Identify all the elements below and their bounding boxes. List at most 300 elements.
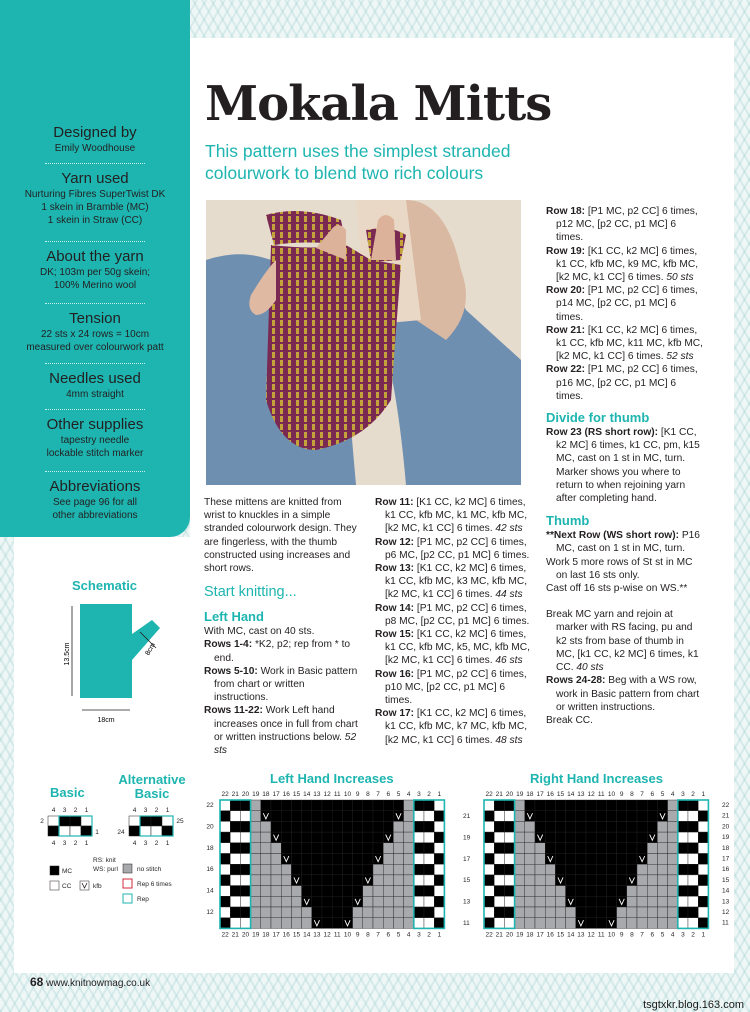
chart-cell	[261, 854, 271, 865]
chart-cell	[414, 832, 424, 843]
chart-cell	[291, 907, 301, 918]
chart-cell	[617, 854, 627, 865]
chart-cell	[668, 896, 678, 907]
col-number: 2	[427, 931, 431, 939]
col-number: 7	[640, 791, 644, 798]
chart-cell	[678, 800, 688, 811]
chart-cell	[566, 886, 576, 897]
chart-cell	[688, 843, 698, 854]
col-number: 5	[660, 931, 665, 939]
row-text: [P1 MC, p2 CC] 6 times, p16 MC, [p2 CC, p1 MC] 6 times.	[556, 364, 698, 402]
chart-cell	[393, 886, 403, 897]
col-number: 9	[619, 791, 624, 798]
chart-cell	[576, 843, 586, 854]
chart-cell	[363, 843, 373, 854]
col-number: 15	[292, 791, 301, 798]
row-text: [K1 CC, k2 MC] 6 times, k1 CC, kfb MC, k1 MC, kfb MC, [k2 MC, k1 CC] 6 times.	[385, 497, 528, 535]
chart-cell	[434, 864, 444, 875]
chart-cell	[566, 821, 576, 832]
col-number: 8	[630, 931, 634, 939]
chart-cell	[688, 864, 698, 875]
chart-cell	[606, 875, 616, 886]
sidebar-text: See page 96 for all	[53, 497, 137, 508]
col-number: 2	[73, 807, 78, 814]
chart-cell	[545, 886, 555, 897]
chart-cell	[240, 854, 250, 865]
chart-cell	[678, 854, 688, 865]
col-number: 3	[143, 840, 148, 847]
chart-cell	[525, 843, 535, 854]
chart-cell	[586, 811, 596, 822]
chart-cell	[494, 886, 504, 897]
chart-cell	[363, 811, 373, 822]
chart-cell	[484, 864, 494, 875]
chart-cell	[515, 896, 525, 907]
chart-cell	[627, 832, 637, 843]
chart-cell	[70, 816, 81, 826]
chart-cell	[504, 821, 514, 832]
chart-cell	[261, 821, 271, 832]
row-number: 12	[722, 909, 730, 916]
chart-cell	[586, 864, 596, 875]
chart-cell	[698, 800, 708, 811]
col-number: 17	[272, 791, 280, 798]
chart-cell	[424, 864, 434, 875]
chart-cell	[404, 896, 414, 907]
chart-cell	[363, 918, 373, 929]
chart-cell	[535, 918, 545, 929]
start-knitting-heading: Start knitting...	[204, 584, 297, 601]
chart-cell	[220, 886, 230, 897]
chart-cell	[627, 821, 637, 832]
col-number: 3	[417, 791, 421, 798]
chart-cell	[48, 826, 59, 836]
chart-cell	[322, 864, 332, 875]
chart-cell	[240, 896, 250, 907]
chart-cell	[424, 843, 434, 854]
col-number: 18	[526, 931, 534, 939]
chart-cell	[504, 811, 514, 822]
chart-cell	[678, 907, 688, 918]
col-number: 2	[154, 807, 159, 814]
chart-cell	[312, 811, 322, 822]
chart-cell	[322, 854, 332, 865]
row-text: [P1 MC, p2 CC] 6 times, p8 MC, [p2 CC, p1 MC] 6 times.	[385, 602, 530, 627]
chart-cell	[230, 843, 240, 854]
chart-cell	[657, 854, 667, 865]
chart-cell	[393, 832, 403, 843]
chart-cell	[606, 843, 616, 854]
chart-cell	[353, 854, 363, 865]
col-number: 3	[143, 807, 148, 814]
row-text: [K1 CC, k2 MC] 6 times, k1 CC, kfb MC, k3 MC, kfb MC, [k2 MC, k1 CC] 6 times.	[385, 563, 528, 601]
chart-cell	[515, 918, 525, 929]
col-number: 1	[165, 840, 170, 847]
chart-cell	[535, 896, 545, 907]
chart-cell	[688, 821, 698, 832]
chart-cell	[647, 864, 657, 875]
chart-cell	[688, 811, 698, 822]
col-number: 11	[597, 791, 605, 798]
row-label: Row 15:	[375, 629, 415, 641]
chart-cell	[322, 896, 332, 907]
col-number: 1	[437, 931, 442, 939]
col-number: 8	[366, 791, 370, 798]
chart-cell	[698, 843, 708, 854]
sidebar-text: tapestry needle	[60, 435, 130, 446]
chart-cell	[494, 864, 504, 875]
chart-cell	[576, 832, 586, 843]
chart-cell	[586, 896, 596, 907]
chart-cell	[251, 800, 261, 811]
chart-cell	[637, 896, 647, 907]
chart-cell	[515, 800, 525, 811]
chart-cell	[576, 907, 586, 918]
chart-cell	[617, 907, 627, 918]
row-text: Beg with a WS row, work in Basic pattern from chart or written instructions.	[556, 675, 700, 713]
chart-cell	[637, 843, 647, 854]
col-number: 21	[231, 791, 239, 798]
chart-cell	[230, 896, 240, 907]
row-text: Work 5 more rows of St st in MC on last 16 sts only.	[546, 556, 693, 581]
cc-swatch	[50, 881, 59, 890]
col-number: 18	[262, 791, 270, 798]
chart-cell	[434, 886, 444, 897]
row-text: [K1 CC, k2 MC] 6 times, k1 CC, kfb MC, k7 MC, kfb MC, [k2 MC, k1 CC] 6 times.	[385, 708, 528, 746]
chart-cell	[525, 800, 535, 811]
chart-cell	[576, 896, 586, 907]
chart-cell	[140, 826, 151, 836]
row-label: Rows 24-28:	[546, 675, 606, 687]
chart-cell	[373, 800, 383, 811]
col-number: 16	[282, 931, 290, 939]
chart-cell	[484, 843, 494, 854]
chart-cell	[220, 918, 230, 929]
col-number: 1	[165, 807, 170, 814]
col-number: 3	[62, 807, 67, 814]
chart-cell	[342, 864, 352, 875]
chart-cell	[576, 864, 586, 875]
chart-cell	[566, 800, 576, 811]
chart-cell	[353, 843, 363, 854]
col-number: 6	[650, 791, 655, 798]
sidebar-heading: Abbreviations	[49, 478, 141, 495]
chart-cell	[647, 907, 657, 918]
chart-cell	[657, 918, 667, 929]
chart-cell	[515, 821, 525, 832]
source-credit: tsgtxkr.blog.163.com	[643, 999, 744, 1011]
row-text: [P1 MC, p2 CC] 6 times, p6 MC, [p2 CC, p1 MC] 6 times.	[385, 536, 530, 561]
row-number: 14	[206, 887, 214, 895]
chart-cell	[261, 907, 271, 918]
kfb-label: kfb	[93, 883, 102, 890]
chart-cell	[291, 811, 301, 822]
chart-cell	[302, 886, 312, 897]
chart-cell	[271, 854, 281, 865]
chart-cell	[555, 821, 565, 832]
chart-cell	[332, 896, 342, 907]
col-number: 6	[650, 931, 655, 939]
row-number: 19	[463, 834, 471, 842]
chart-cell	[647, 886, 657, 897]
col-number: 18	[262, 931, 270, 939]
row-number: 22	[722, 802, 730, 809]
col-number: 15	[556, 931, 565, 939]
chart-cell	[596, 811, 606, 822]
chart-cell	[332, 821, 342, 832]
chart-cell	[271, 800, 281, 811]
chart-cell	[261, 832, 271, 843]
chart-cell	[271, 907, 281, 918]
col-number: 9	[619, 931, 624, 939]
chart-cell	[494, 800, 504, 811]
chart-cell	[566, 811, 576, 822]
chart-cell	[393, 864, 403, 875]
chart-cell	[637, 918, 647, 929]
chart-cell	[281, 896, 291, 907]
chart-cell	[484, 907, 494, 918]
chart-cell	[545, 843, 555, 854]
chart-cell	[393, 843, 403, 854]
chart-cell	[240, 821, 250, 832]
chart-cell	[271, 896, 281, 907]
chart-cell	[302, 811, 312, 822]
chart-cell	[535, 843, 545, 854]
chart-cell	[220, 907, 230, 918]
chart-cell	[230, 907, 240, 918]
chart-cell	[140, 816, 151, 826]
chart-cell	[261, 896, 271, 907]
chart-cell	[668, 875, 678, 886]
chart-cell	[576, 811, 586, 822]
chart-cell	[606, 832, 616, 843]
chart-cell	[162, 826, 173, 836]
chart-cell	[434, 918, 444, 929]
chart-cell	[617, 811, 627, 822]
chart-cell	[678, 918, 688, 929]
chart-cell	[637, 864, 647, 875]
chart-cell	[414, 854, 424, 865]
chart-cell	[414, 918, 424, 929]
chart-cell	[383, 864, 393, 875]
chart-cell	[302, 800, 312, 811]
chart-cell	[434, 800, 444, 811]
sidebar-heading: Designed by	[53, 124, 137, 141]
row-number: 16	[722, 866, 730, 874]
chart-cell	[281, 886, 291, 897]
chart-cell	[484, 800, 494, 811]
row-text: Work in Basic pattern from chart or written instructions.	[214, 665, 358, 704]
chart-cell	[261, 886, 271, 897]
chart-cell	[414, 907, 424, 918]
chart-cell	[383, 875, 393, 886]
chart-cell	[240, 811, 250, 822]
chart-cell	[494, 854, 504, 865]
chart-cell	[393, 896, 403, 907]
chart-cell	[271, 811, 281, 822]
chart-cell	[271, 843, 281, 854]
col-number: 5	[396, 791, 401, 798]
chart-cell	[555, 907, 565, 918]
chart-cell	[637, 821, 647, 832]
chart-cell	[404, 832, 414, 843]
row-text: [P1 MC, p2 CC] 6 times, p10 MC, [p2 CC, p1 MC] 6 times.	[385, 668, 527, 707]
chart-cell	[647, 800, 657, 811]
chart-cell	[281, 918, 291, 929]
chart-cell	[220, 811, 230, 822]
col-number: 20	[505, 931, 514, 939]
sidebar-text: 22 sts x 24 rows = 10cm	[40, 329, 150, 340]
chart-cell	[291, 821, 301, 832]
chart-cell	[555, 800, 565, 811]
chart-cell	[555, 854, 565, 865]
chart-cell	[373, 886, 383, 897]
chart-cell	[678, 811, 688, 822]
col-number: 13	[577, 931, 585, 939]
col-number: 1	[437, 791, 442, 798]
chart-cell	[596, 864, 606, 875]
chart-cell	[353, 800, 363, 811]
col-number: 15	[556, 791, 565, 798]
row-number: 21	[463, 813, 471, 820]
chart-cell	[81, 816, 92, 826]
chart-cell	[504, 875, 514, 886]
chart-cell	[220, 843, 230, 854]
row-label: Row 16:	[375, 668, 415, 680]
chart-cell	[332, 843, 342, 854]
chart-cell	[312, 886, 322, 897]
chart-cell	[545, 832, 555, 843]
chart-cell	[596, 875, 606, 886]
col-number: 4	[51, 840, 56, 847]
chart-cell	[515, 864, 525, 875]
chart-cell	[668, 907, 678, 918]
chart-cell	[515, 875, 525, 886]
row-label: Row 12:	[375, 536, 415, 548]
chart-cell	[637, 886, 647, 897]
chart-cell	[668, 843, 678, 854]
row-label: Rows 11-22:	[204, 705, 263, 717]
col-number: 12	[587, 931, 595, 939]
chart-cell	[59, 816, 70, 826]
row-number: 17	[722, 855, 730, 863]
chart-cell	[566, 832, 576, 843]
chart-cell	[251, 843, 261, 854]
cc-label: CC	[62, 883, 72, 890]
chart-cell	[627, 918, 637, 929]
chart-cell	[414, 864, 424, 875]
chart-cell	[332, 811, 342, 822]
chart-cell	[627, 907, 637, 918]
chart-cell	[515, 907, 525, 918]
chart-cell	[424, 854, 434, 865]
chart-cell	[678, 875, 688, 886]
chart-cell	[251, 896, 261, 907]
chart-cell	[322, 875, 332, 886]
chart-cell	[312, 800, 322, 811]
col-number: 3	[681, 931, 685, 939]
row-number: 20	[722, 823, 730, 831]
chart-cell	[668, 886, 678, 897]
chart-cell	[240, 864, 250, 875]
col-number: 17	[272, 931, 280, 939]
row-text: [P1 MC, p2 CC] 6 times, p12 MC, [p2 CC, p1 MC] 6 times.	[556, 206, 698, 244]
chart-cell	[586, 821, 596, 832]
col-number: 22	[485, 791, 493, 798]
chart-cell	[414, 800, 424, 811]
mc-swatch	[50, 866, 59, 875]
chart-cell	[81, 826, 92, 836]
col-number: 6	[386, 931, 391, 939]
chart-cell	[271, 886, 281, 897]
chart-cell	[291, 832, 301, 843]
chart-cell	[647, 896, 657, 907]
row-number: 15	[722, 876, 730, 884]
chart-cell	[545, 896, 555, 907]
chart-cell	[363, 800, 373, 811]
chart-cell	[668, 821, 678, 832]
col-number: 10	[343, 791, 352, 798]
chart-cell	[353, 875, 363, 886]
chart-cell	[504, 886, 514, 897]
col-number: 11	[333, 931, 341, 939]
chart-cell	[555, 864, 565, 875]
chart-cell	[281, 907, 291, 918]
chart-cell	[240, 886, 250, 897]
chart-cell	[525, 918, 535, 929]
mc-label: MC	[62, 868, 73, 875]
chart-cell	[414, 811, 424, 822]
col-number: 13	[313, 931, 321, 939]
chart-cell	[240, 918, 250, 929]
left-hand-heading: Left Hand	[204, 609, 264, 625]
chart-cell	[494, 832, 504, 843]
chart-cell	[342, 886, 352, 897]
row-number: 2	[40, 818, 44, 825]
chart-cell	[586, 918, 596, 929]
chart-cell	[668, 864, 678, 875]
chart-cell	[545, 821, 555, 832]
col-number: 7	[376, 791, 380, 798]
chart-cell	[240, 843, 250, 854]
chart-cell	[322, 918, 332, 929]
page-number: 68	[30, 975, 44, 989]
chart-cell	[373, 811, 383, 822]
chart-cell	[637, 875, 647, 886]
chart-cell	[698, 811, 708, 822]
chart-cell	[373, 821, 383, 832]
chart-cell	[312, 843, 322, 854]
col-number: 16	[546, 931, 554, 939]
chart-cell	[678, 843, 688, 854]
chart-cell	[332, 864, 342, 875]
chart-cell	[251, 811, 261, 822]
chart-cell	[363, 896, 373, 907]
chart-cell	[251, 854, 261, 865]
chart-cell	[657, 832, 667, 843]
col-number: 21	[231, 931, 239, 939]
chart-cell	[668, 854, 678, 865]
col-number: 4	[132, 840, 137, 847]
chart-cell	[698, 821, 708, 832]
chart-cell	[393, 800, 403, 811]
sidebar-text: 4mm straight	[66, 389, 124, 400]
col-number: 4	[406, 931, 411, 939]
chart-cell	[515, 886, 525, 897]
chart-cell	[353, 918, 363, 929]
chart-cell	[383, 896, 393, 907]
chart-cell	[494, 918, 504, 929]
